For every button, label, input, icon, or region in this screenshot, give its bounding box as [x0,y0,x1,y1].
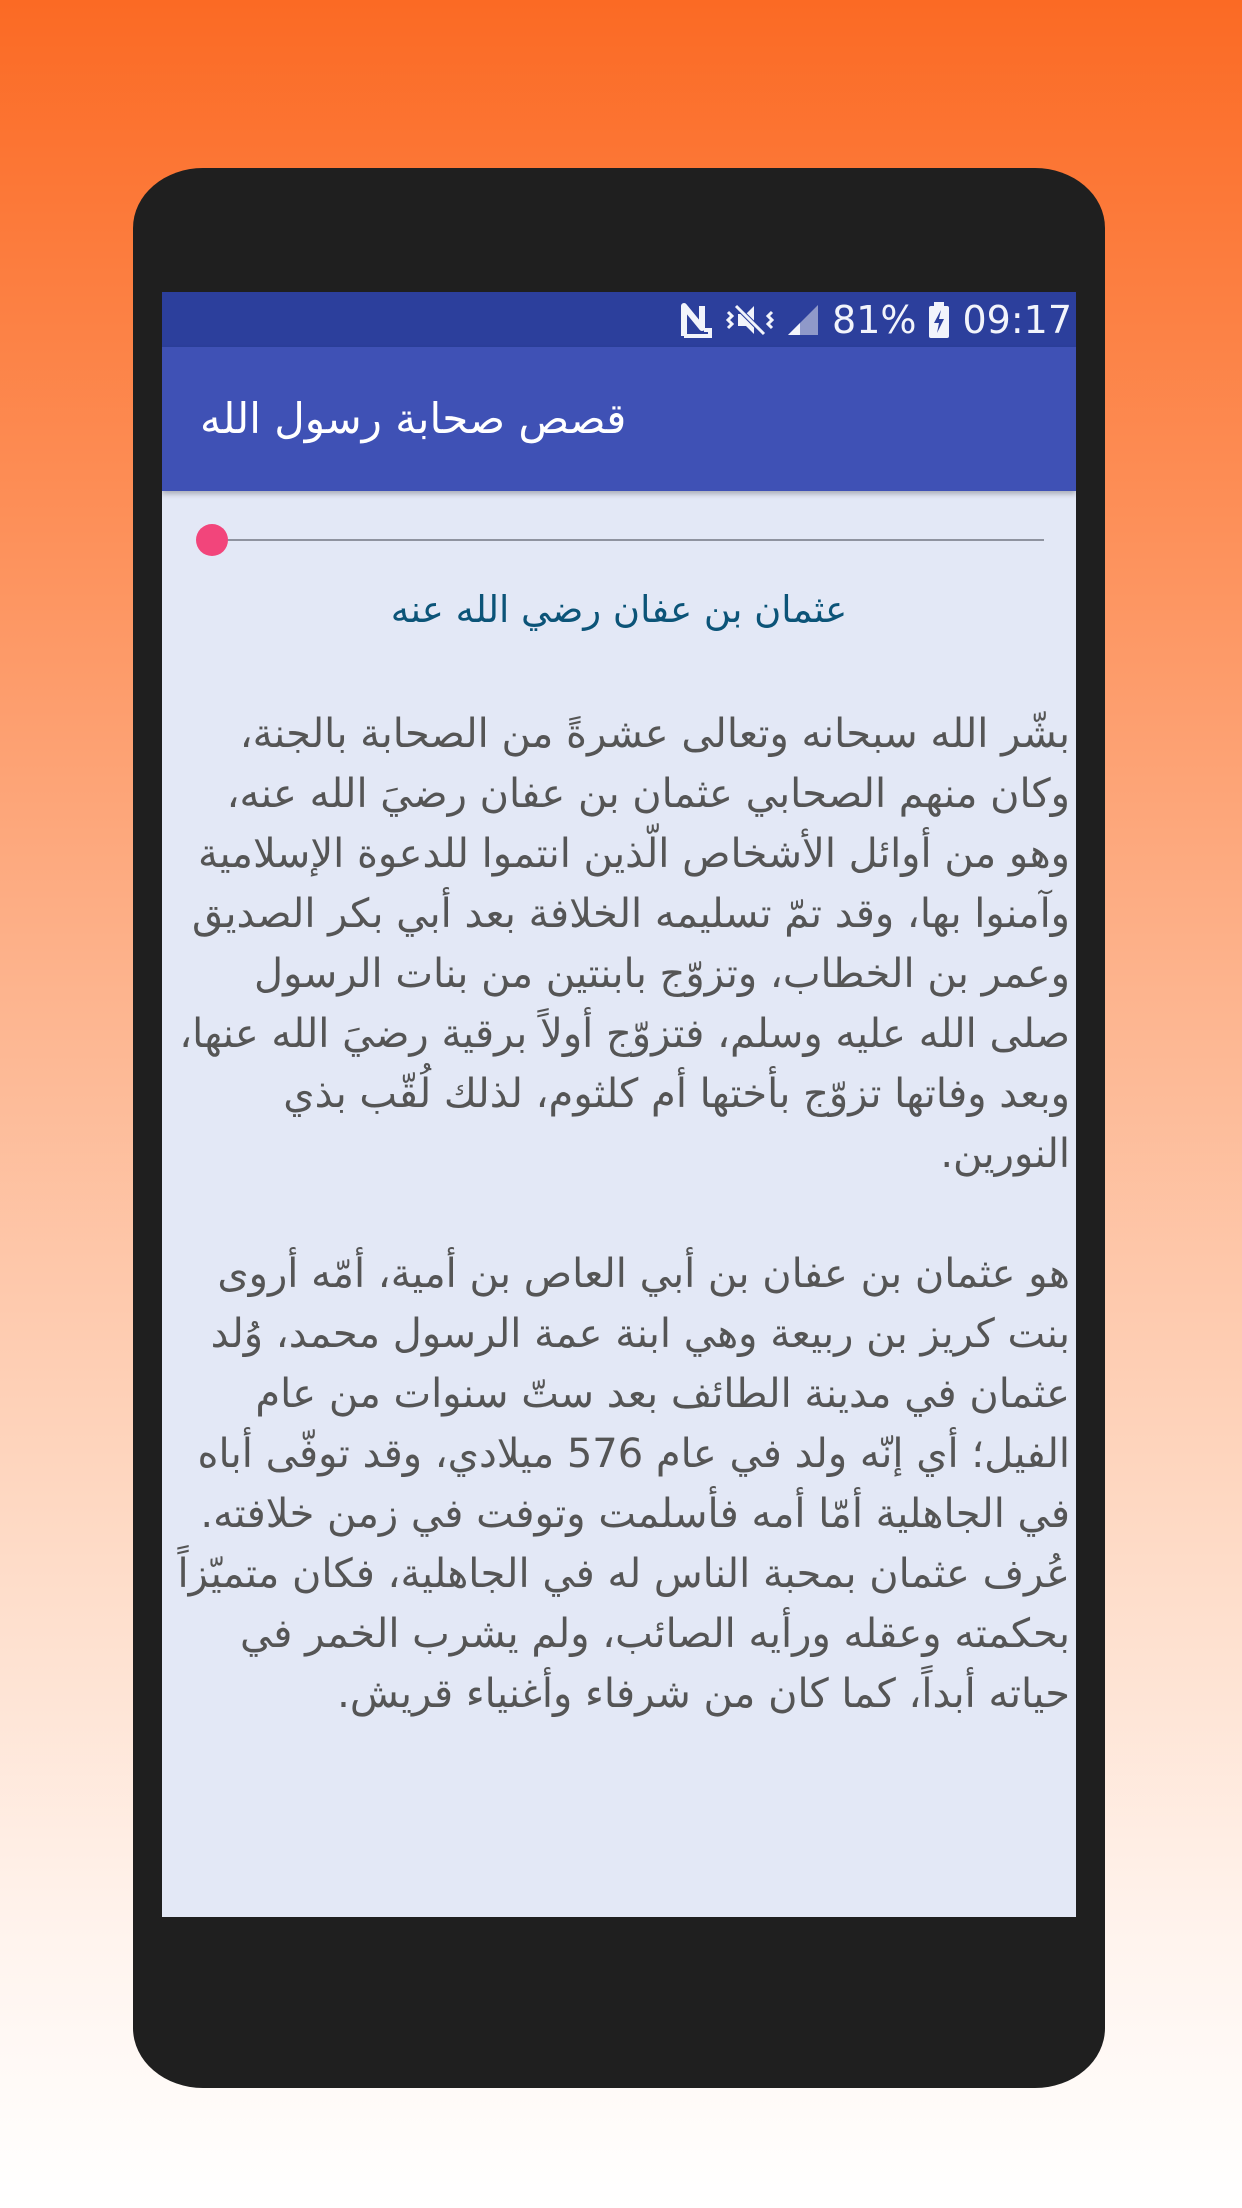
app-title: قصص صحابة رسول الله [200,394,627,443]
status-bar [162,292,1076,347]
audio-seekbar[interactable] [198,520,1044,560]
vibrate-mute-icon [726,302,774,338]
app-bar [162,347,1076,491]
seekbar-thumb[interactable] [196,524,228,556]
clock: 09:17 [962,297,1072,342]
seekbar-track[interactable] [198,539,1044,541]
phone-screen [162,292,1076,1917]
story-paragraph: هو عثمان بن عفان بن أبي العاص بن أمية، أمّه أروى بنت كريز بن ربيعة وهي ابنة عمة الرسول محمد، وُلد عثمان في مدينة الطائف بعد ستّ سنوات من عام الفيل؛ أي إنّه ولد في عام 576 ميلادي، وقد توفّى أباه في الجاهلية أمّا أمه فأسلمت وتوفت في زمن خلافته. عُرف عثمان بمحبة الناس له في الجاهلية، فكان متميّزاً بحكمته وعقله ورأيه الصائب، ولم يشرب الخمر في حياته أبداً، كما كان من شرفاء وأغنياء قريش. [177,1251,1070,1717]
story-body [170,704,1070,1724]
status-icons [680,292,1072,347]
battery-percent: 81% [832,297,917,342]
story-paragraph: بشّر الله سبحانه وتعالى عشرةً من الصحابة بالجنة، وكان منهم الصحابي عثمان بن عفان رضيَ الله عنه، وهو من أوائل الأشخاص الّذين انتموا للدعوة الإسلامية وآمنوا بها، وقد تمّ تسليمه الخلافة بعد أبي بكر الصديق وعمر بن الخطاب، وتزوّج بابنتين من بنات الرسول صلى الله عليه وسلم، فتزوّج أولاً برقية رضيَ الله عنها، وبعد وفاتها تزوّج بأختها أم كلثوم، لذلك لُقّب بذي النورين. [179,711,1070,1177]
nfc-icon [680,302,714,338]
story-title: عثمان بن عفان رضي الله عنه [390,588,848,631]
battery-charging-icon [928,302,950,338]
signal-icon [786,303,820,337]
